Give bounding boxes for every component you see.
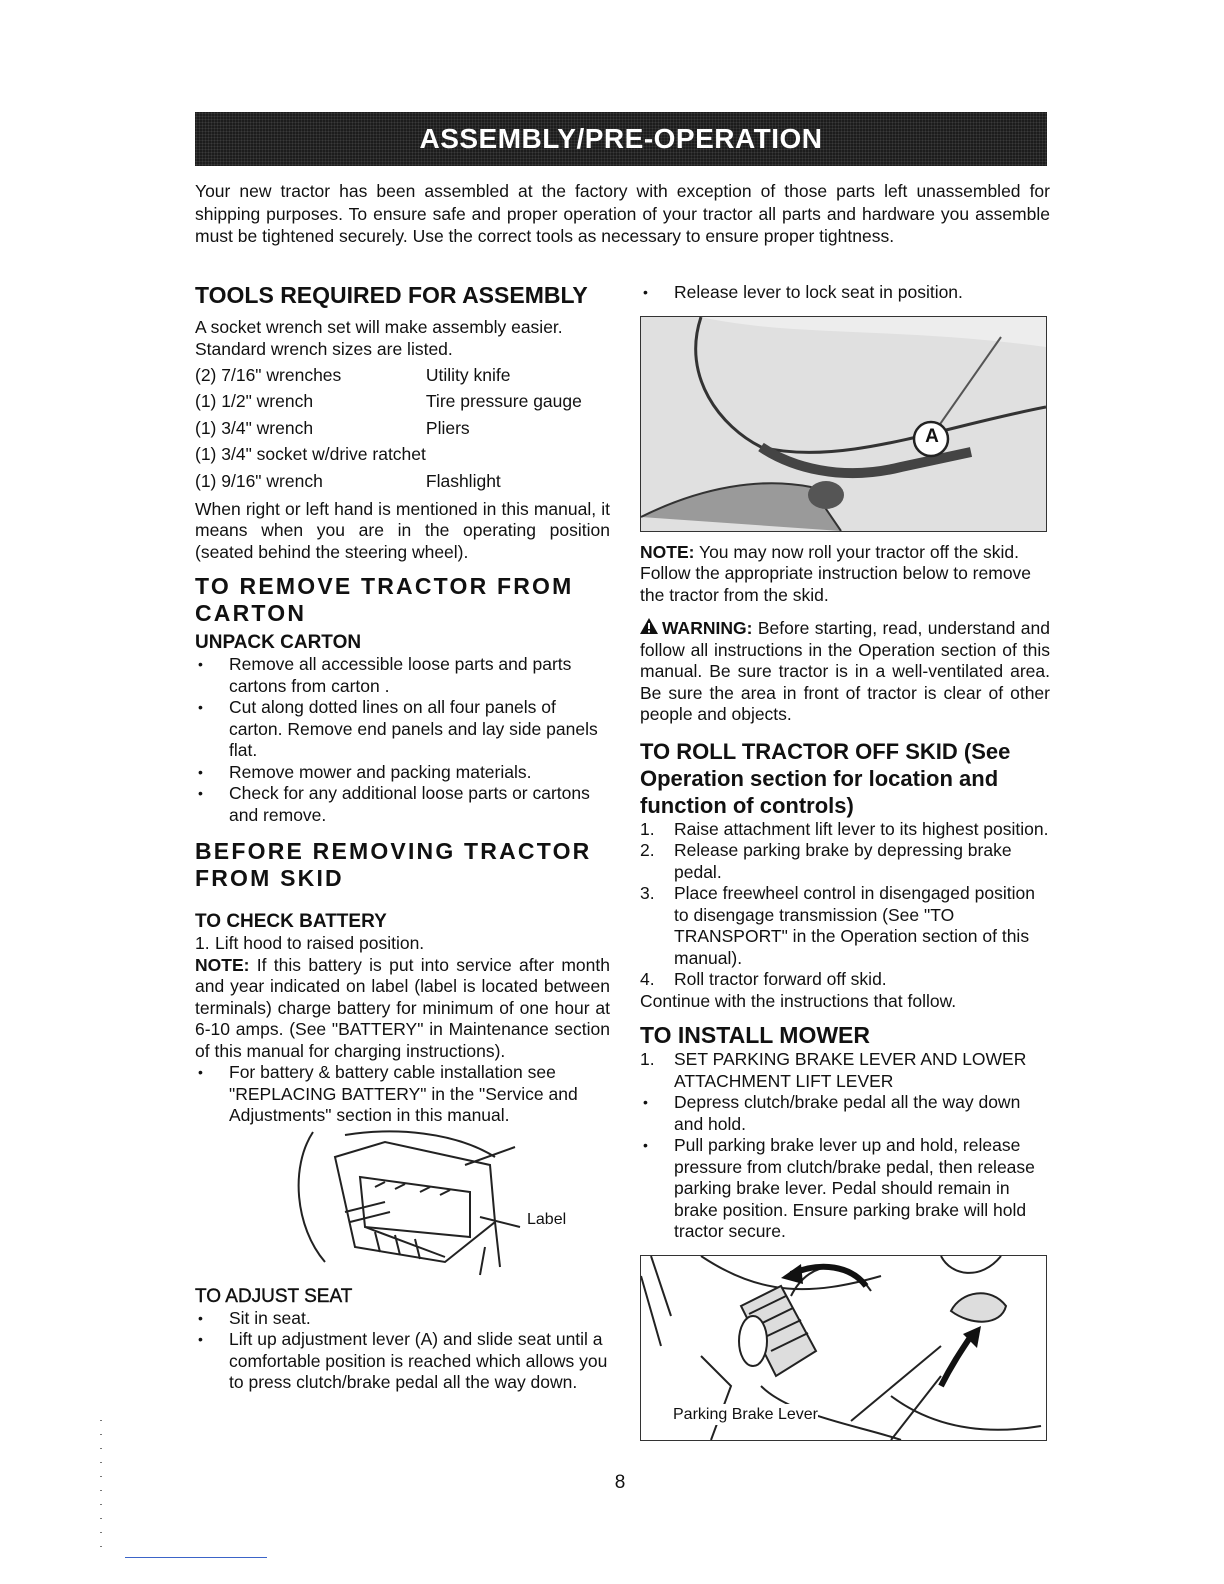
note-text: If this battery is put into service after month and year indicated on label (label is located between terminals) charge battery for minimum of one hour at 6-10 amps. (See "BATTERY" in Maintenance section of this manual for charging instructions).	[195, 954, 610, 1061]
mower-heading: TO INSTALL MOWER	[640, 1022, 870, 1048]
battery-bullets	[195, 1062, 610, 1127]
battery-heading: TO CHECK BATTERY	[195, 911, 387, 932]
tool-cell: Pliers	[425, 417, 470, 438]
list-item	[640, 969, 1050, 991]
step-text: Lift hood to raised position.	[215, 933, 425, 953]
wrench-cell: (2) 7/16" wrenches	[195, 364, 342, 385]
battery-note	[195, 955, 610, 1063]
tool-cell: Utility knife	[425, 364, 511, 385]
continue-text: Continue with the instructions that follow.	[640, 990, 957, 1011]
before-heading: BEFORE REMOVING TRACTOR FROM SKID	[195, 838, 592, 891]
skid-note	[640, 542, 1050, 607]
hand-note: When right or left hand is mentioned in this manual, it means when you are in the operating position (seated behind the steering wheel).	[195, 498, 610, 562]
list-item: • Remove all accessible loose parts and parts cartons from carton .	[195, 654, 610, 697]
tool-cell: Tire pressure gauge	[425, 391, 582, 411]
battery-label-callout: Label	[527, 1210, 567, 1228]
warning-label: WARNING:	[662, 618, 753, 638]
step-number: 3.	[640, 883, 655, 903]
callout-a: A	[925, 425, 939, 447]
page-number: 8	[614, 1472, 626, 1493]
left-column	[195, 282, 610, 1394]
list-item: • Check for any additional loose parts or cartons and remove.	[195, 783, 610, 826]
warning-paragraph	[640, 618, 1050, 726]
wrench-cell: (1) 3/4" socket w/drive ratchet	[195, 444, 426, 464]
list-item	[195, 933, 610, 955]
list-item: • For battery & battery cable installation see "REPLACING BATTERY" in the "Service and Adjustments" section in this manual.	[195, 1062, 610, 1127]
list-item	[640, 1049, 1050, 1092]
mower-steps	[640, 1049, 1050, 1092]
scan-artifact-line	[125, 1557, 267, 1558]
seat-list	[195, 1308, 610, 1394]
list-item	[640, 819, 1050, 841]
tools-row	[195, 415, 582, 442]
list-item: • Remove mower and packing materials.	[195, 762, 610, 784]
note-text: You may now roll your tractor off the skid. Follow the appropriate instruction below to remove the tractor from the skid.	[640, 541, 1032, 605]
unpack-subheading: UNPACK CARTON	[195, 632, 362, 653]
step-number: 1.	[195, 933, 210, 953]
intro-paragraph: Your new tractor has been assembled at the factory with exception of those parts left unassembled for shipping purposes. To ensure safe and proper operation of your tractor all parts and hardware you assemble must be tightened securely. Use the correct tools as necessary to ensure proper tightness.	[195, 181, 1050, 246]
step-number: 1.	[640, 1049, 655, 1069]
scan-edge-marks	[100, 1420, 102, 1560]
tools-table	[195, 362, 582, 495]
wrench-cell: (1) 1/2" wrench	[195, 391, 314, 411]
wrench-cell: (1) 3/4" wrench	[195, 417, 314, 438]
warning-icon	[640, 618, 662, 640]
list-item: • Cut along dotted lines on all four panels of carton. Remove end panels and lay side panels flat.	[195, 697, 610, 762]
right-column	[640, 282, 1050, 1441]
step-number: 2.	[640, 840, 655, 860]
release-list	[640, 282, 1050, 304]
tools-row	[195, 362, 582, 389]
note-label: NOTE:	[195, 954, 250, 975]
step-text: Raise attachment lift lever to its highest position.	[674, 818, 1049, 839]
tools-text: A socket wrench set will make assembly easier. Standard wrench sizes are listed.	[195, 317, 563, 359]
parking-brake-figure	[640, 1255, 1047, 1441]
list-item: • Depress clutch/brake pedal all the way down and hold.	[640, 1092, 1050, 1135]
step-text: SET PARKING BRAKE LEVER AND LOWER ATTACHMENT LIFT LEVER	[674, 1049, 1027, 1091]
step-text: Place freewheel control in disengaged position to disengage transmission (See "TO TRANSPORT" in the Operation section of this manual).	[674, 883, 1035, 968]
list-item: • Pull parking brake lever up and hold, release pressure from clutch/brake pedal, then release parking brake lever. Pedal should remain in brake position. Ensure parking brake will hold tractor secure.	[640, 1135, 1050, 1243]
roll-steps	[640, 819, 1050, 991]
tool-cell	[426, 442, 582, 469]
battery-steps	[195, 933, 610, 955]
mower-bullets	[640, 1092, 1050, 1243]
step-text: Release parking brake by depressing brake pedal.	[674, 840, 1012, 882]
warning-text: Before starting, read, understand and follow all instructions in the Operation section of this manual. Be sure tractor is in a well-ventilated area. Be sure the area in front of tractor is clear of other people and objects.	[640, 618, 1050, 724]
list-item	[640, 840, 1050, 883]
tools-heading: TOOLS REQUIRED FOR ASSEMBLY	[195, 282, 588, 308]
step-number: 1.	[640, 818, 655, 839]
seat-heading: TO ADJUST SEAT	[195, 1285, 353, 1307]
list-item	[640, 883, 1050, 969]
tools-row	[195, 442, 582, 469]
note-label: NOTE:	[640, 541, 695, 562]
list-item: • Sit in seat.	[195, 1308, 610, 1330]
seat-lever-drawing	[641, 317, 1046, 531]
roll-heading: TO ROLL TRACTOR OFF SKID (See Operation section for location and function of controls)	[640, 738, 1011, 818]
battery-illustration	[195, 1127, 610, 1277]
battery-drawing	[195, 1127, 610, 1277]
parking-brake-label: Parking Brake Lever	[673, 1404, 818, 1426]
list-item: • Release lever to lock seat in position.	[640, 282, 1050, 304]
remove-heading: TO REMOVE TRACTOR FROM CARTON	[195, 573, 574, 626]
tool-cell: Flashlight	[425, 470, 501, 491]
step-number: 4.	[640, 969, 655, 989]
wrench-cell: (1) 9/16" wrench	[195, 470, 323, 491]
list-item: • Lift up adjustment lever (A) and slide seat until a comfortable position is reached which allows you to press clutch/brake pedal all the way down.	[195, 1329, 610, 1394]
tools-row	[195, 468, 582, 495]
step-text: Roll tractor forward off skid.	[674, 969, 887, 989]
section-banner: ASSEMBLY/PRE-OPERATION	[195, 112, 1047, 166]
seat-lever-figure	[640, 316, 1047, 532]
tools-row	[195, 389, 582, 416]
unpack-list	[195, 654, 610, 826]
